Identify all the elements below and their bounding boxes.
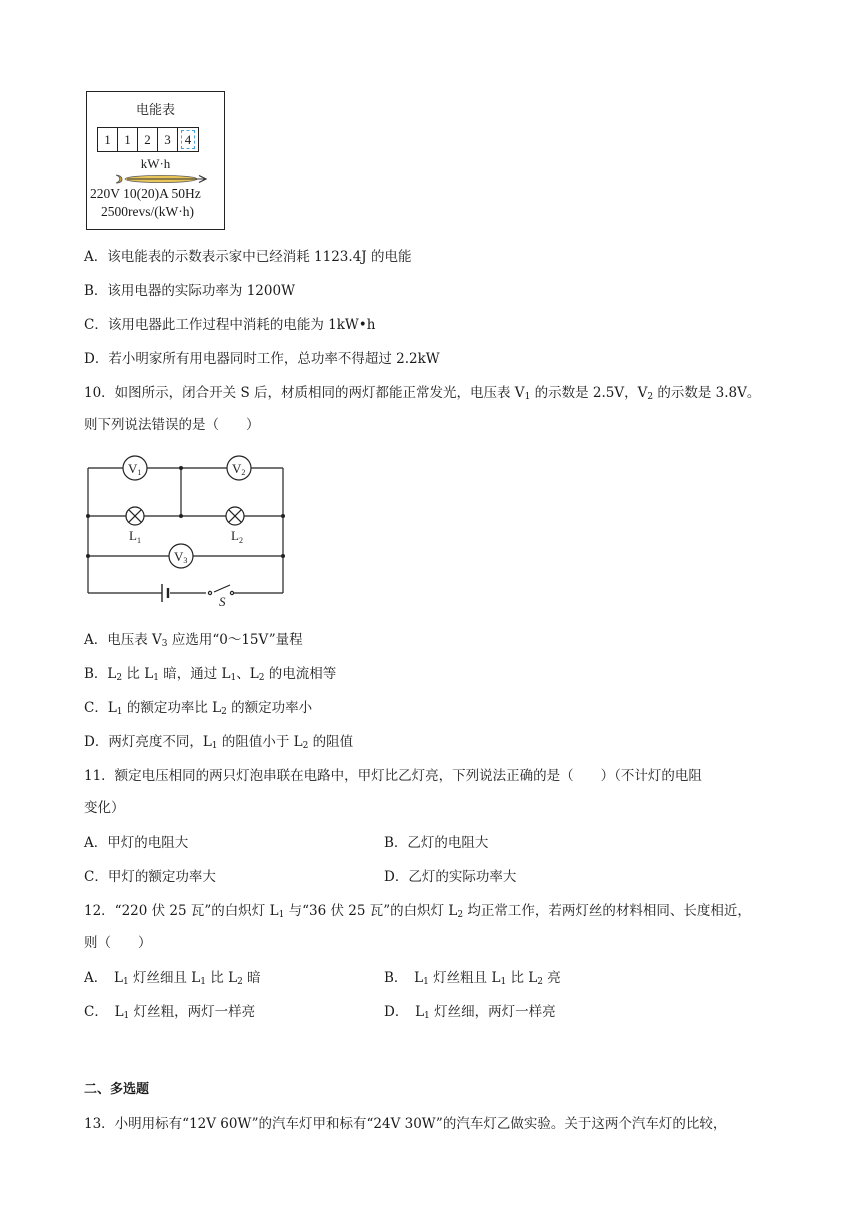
meter-digit: 3 — [157, 127, 178, 152]
electric-meter-figure — [86, 91, 225, 230]
meter-unit: kW·h — [140, 156, 171, 171]
v1-label: V1 — [128, 461, 142, 477]
q12-option-a: A． $L_1$ 灯丝细且 $L_1$ 比 $L_2$ 暗 — [84, 970, 261, 987]
l1-label: $L_1$ — [129, 528, 141, 545]
q10-stem-line2: 则下列说法错误的是（ ） — [84, 417, 260, 433]
q11-option-c: C．甲灯的额定功率大 — [84, 869, 216, 885]
q10-option-c: C．$L_1$ 的额定功率比 $L_2$ 的额定功率小 — [84, 700, 313, 717]
q11-option-a: A．甲灯的电阻大 — [84, 835, 189, 851]
q13-stem: 13．小明用标有“12V 60W”的汽车灯甲和标有“24V 30W”的汽车灯乙做实验。关于这两个汽车灯的比较， — [84, 1116, 727, 1132]
q9-option-b: B．该用电器的实际功率为 1200W — [84, 283, 295, 299]
v2-label: V2 — [232, 461, 246, 477]
l2-label: $L_2$ — [231, 528, 243, 545]
q10-option-b: B．$L_2$ 比 $L_1$ 暗，通过 $L_1$、$L_2$ 的电流相等 — [84, 666, 337, 683]
meter-digits — [97, 127, 198, 152]
q10-stem-line1: 10．如图所示，闭合开关 S 后，材质相同的两灯都能正常发光，电压表 $V_1$ 的示数是 2.5V，$V_2$ 的示数是 3.8V。 — [84, 385, 761, 402]
q10-circuit-diagram — [80, 452, 290, 608]
q12-option-c: C． $L_1$ 灯丝粗，两灯一样亮 — [84, 1004, 256, 1021]
meter-rate: 2500revs/(kW·h) — [101, 204, 194, 219]
q12-option-b: B． $L_1$ 灯丝粗且 $L_1$ 比 $L_2$ 亮 — [384, 970, 561, 987]
meter-digit-decimal: 4 — [177, 127, 199, 152]
meter-digit: 1 — [117, 127, 138, 152]
q11-stem-line1: 11．额定电压相同的两只灯泡串联在电路中，甲灯比乙灯亮，下列说法正确的是（ ）（不计灯的电阻 — [84, 768, 702, 784]
meter-title: 电能表 — [135, 103, 175, 118]
q9-option-c: C．该用电器此工作过程中消耗的电能为 1kW•h — [84, 317, 376, 333]
q9-option-d: D．若小明家所有用电器同时工作，总功率不得超过 2.2kW — [84, 351, 440, 367]
q10-option-a: A．电压表 $V_3$ 应选用“0～15V”量程 — [84, 632, 303, 649]
meter-spec: 220V 10(20)A 50Hz — [90, 186, 201, 201]
section-title-multiple-choice: 二、多选题 — [84, 1082, 150, 1097]
q11-option-d: D．乙灯的实际功率大 — [384, 869, 517, 885]
q12-stem-line1: 12．“220 伏 25 瓦”的白炽灯 $L_1$ 与“36 伏 25 瓦”的白炽灯 $L_2$ 均正常工作，若两灯丝的材料相同、长度相近， — [84, 903, 751, 920]
v3-label: V3 — [174, 549, 188, 565]
q12-option-d: D． $L_1$ 灯丝细，两灯一样亮 — [384, 1004, 556, 1021]
q11-option-b: B．乙灯的电阻大 — [384, 835, 489, 851]
q9-option-a: A．该电能表的示数表示家中已经消耗 1123.4J 的电能 — [84, 249, 412, 265]
q10-option-d: D．两灯亮度不同，$L_1$ 的阻值小于 $L_2$ 的阻值 — [84, 734, 354, 751]
meter-disc-icon — [113, 172, 209, 186]
switch-label: S — [219, 594, 226, 608]
q12-stem-line2: 则（ ） — [84, 935, 152, 951]
meter-digit: 1 — [97, 127, 118, 152]
meter-digit: 2 — [137, 127, 158, 152]
q11-stem-line2: 变化） — [84, 800, 125, 816]
